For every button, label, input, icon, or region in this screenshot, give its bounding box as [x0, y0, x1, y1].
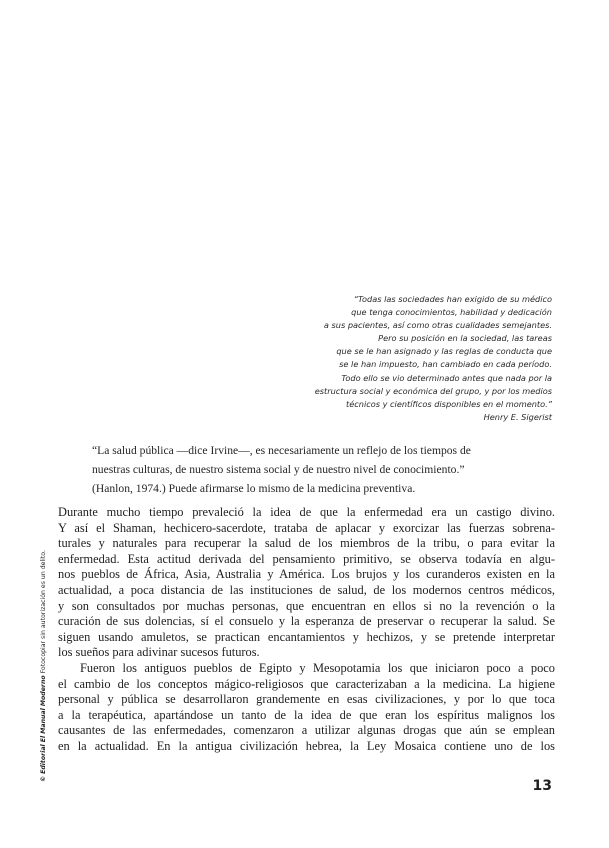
page-number: 13 [532, 778, 552, 794]
epigraph [252, 293, 552, 424]
body-line: Durante mucho tiempo prevaleció la idea de que la enfermedad era un castigo divino. [58, 505, 555, 519]
epigraph-line: que se le han asignado y las reglas de conducta que [336, 346, 552, 357]
block-quote [92, 441, 548, 498]
paragraph-2 [58, 661, 555, 755]
body-line: Y así el Shaman, hechicero-sacerdote, trataba de aplacar y exorcizar las fuerzas sobrena- [58, 520, 555, 535]
epigraph-line: estructura social y económica del grupo, y por los medios [314, 385, 552, 396]
body-line: turales y naturales para recuperar la salud de los miembros de la tribu, o para evitar la [58, 536, 555, 551]
body-line: Fueron los antiguos pueblos de Egipto y Mesopotamia los que iniciaron poco a poco [80, 660, 555, 675]
body-line: actualidad, a poca distancia de las instituciones de salud, de los modernos centros médicos, [58, 582, 555, 597]
copyright-text: Fotocopiar sin autorización es un delito. [40, 550, 47, 674]
body-line: siguen usando amuletos, se practican encantamientos y hechizos, y se pretende interpretar [58, 629, 555, 644]
body-line: personal y pública se desarrollaron grandemente en esas civilizaciones, y por lo que toca [58, 692, 555, 707]
epigraph-line: a sus pacientes, así como otras cualidades semejantes. [323, 320, 552, 331]
body-line: curación de sus dolencias, sí el consuelo y la esperanza de preservar o recuperar la salud. Se [58, 614, 555, 629]
body-text [58, 505, 555, 755]
paragraph-1 [58, 505, 555, 661]
body-line: y son consultados por muchas personas, que encuentran en ellos si no la revención o la [58, 598, 555, 613]
body-line: causantes de las enfermedades, comenzaron a utilizar algunas drogas que aún se emplean [58, 723, 555, 738]
body-line: el cambio de los conceptos mágico-religiosos que caracterizaban a la medicina. La higiene [58, 676, 555, 691]
body-line: enfermedad. Esta actitud derivada del pensamiento primitivo, se observa todavía en algu- [58, 551, 555, 566]
epigraph-line: técnicos y científicos disponibles en el momento.” [346, 398, 552, 409]
epigraph-line: se le han impuesto, han cambiado en cada período. [339, 359, 552, 370]
quote-line: nuestras culturas, de nuestro sistema social y de nuestro nivel de conocimiento.” [92, 463, 465, 476]
epigraph-line: “Todas las sociedades han exigido de su médico [353, 294, 552, 304]
epigraph-line: Todo ello se vio determinado antes que nada por la [341, 372, 552, 383]
quote-line: “La salud pública —dice Irvine—, es necesariamente un reflejo de los tiempos de [92, 444, 471, 457]
body-line: a la terapéutica, apartándose un tanto de la idea de que eran los espíritus malignos los [58, 707, 555, 722]
body-line: en la actualidad. En la antigua civilización hebrea, la Ley Mosaica contiene uno de los [58, 738, 555, 753]
epigraph-author: Henry E. Sigerist [483, 411, 552, 422]
copyright-publisher: Editorial El Manual Moderno [40, 675, 47, 774]
copyright-symbol: © [40, 775, 47, 782]
quote-line: (Hanlon, 1974.) Puede afirmarse lo mismo de la medicina preventiva. [92, 482, 416, 495]
epigraph-line: Pero su posición en la sociedad, las tareas [378, 333, 552, 344]
copyright-notice [40, 550, 47, 782]
body-line: los sueños para adivinar sucesos futuros. [58, 645, 260, 660]
epigraph-line: que tenga conocimientos, habilidad y dedicación [351, 307, 552, 318]
body-line: nos pueblos de África, Asia, Australia y América. Los brujos y los curanderos existen en la [58, 567, 555, 582]
